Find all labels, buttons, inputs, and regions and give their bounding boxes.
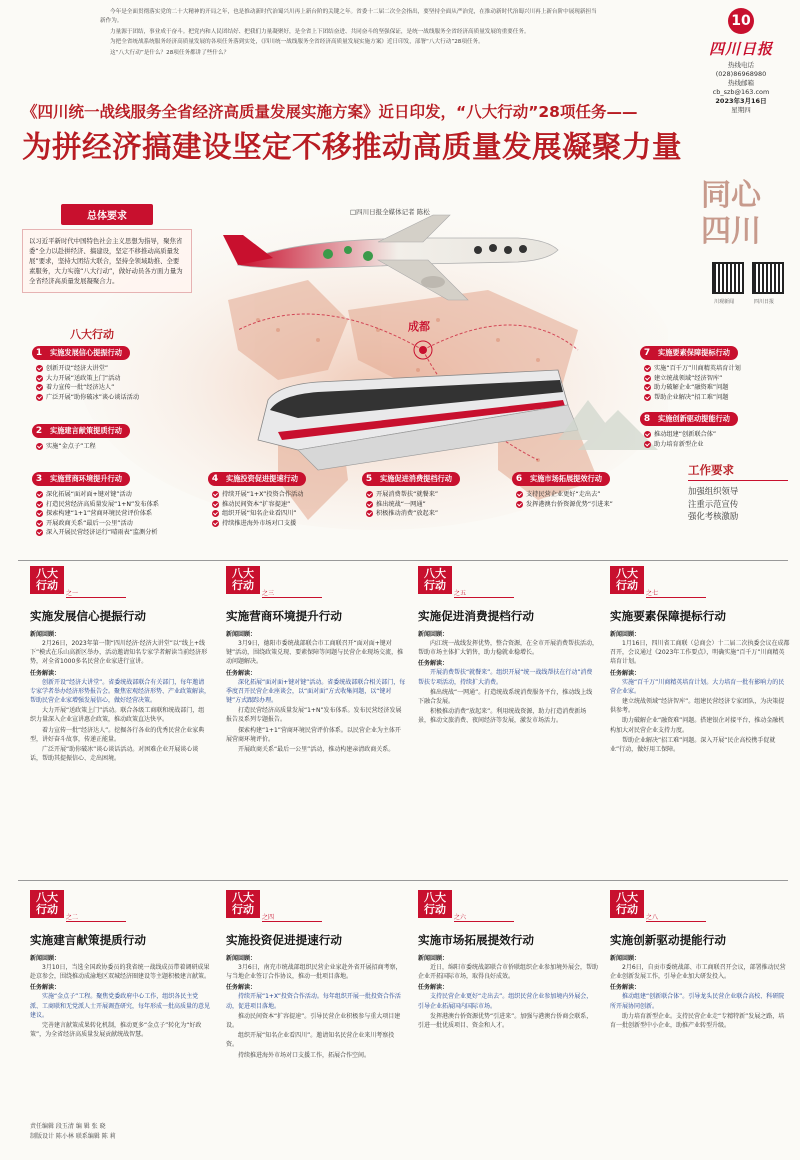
check-icon [36, 443, 43, 450]
action-item: 实施“金点子”工程 [36, 442, 202, 452]
article-order: 之八 [646, 912, 706, 922]
action-item: 持续推进海外市场对口支援 [212, 519, 378, 529]
action-number: 3 [32, 472, 46, 486]
news-review-label: 新闻回顾： [226, 955, 257, 962]
hotline-label: 热线电话 [728, 61, 754, 69]
article-stamp: 八大行动 [418, 890, 452, 918]
check-icon [644, 384, 651, 391]
check-icon [36, 529, 43, 536]
article-paragraph: 完善建言献策成果转化机制，推动更多“金点子”转化为“好政策”，为全省经济高质量发展贡献统战智慧。 [30, 1022, 202, 1039]
check-icon [644, 365, 651, 372]
editor-credits [30, 1122, 116, 1142]
article-paragraph: 助力破解企业“融资难”问题。搭建银企对接平台，推动金融机构加大对民营企业支持力度。 [610, 717, 785, 734]
article [30, 890, 210, 1040]
article-stamp: 八大行动 [226, 890, 260, 918]
action-item: 开展消费帮扶“就餐来” [366, 490, 512, 500]
news-review-label: 新闻回顾： [418, 631, 449, 638]
news-review-label: 新闻回顾： [610, 631, 641, 638]
check-icon [36, 365, 43, 372]
article-title: 实施市场拓展提效行动 [418, 933, 534, 947]
article-paragraph: 发挥港澳台侨资源优势“引进来”。加强与港澳台侨商会联系，引进一批优质项目、资金和人才。 [418, 1012, 593, 1030]
action-item: 助力破解企业“融资难”问题 [644, 383, 790, 393]
task-reading-label: 任务解读： [610, 984, 641, 992]
article-order: 之五 [454, 588, 514, 598]
article-paragraph: 推动组建“创新联合体”。引导龙头民营企业联合高校、科研院所开展协同创新。 [610, 993, 785, 1010]
check-icon [36, 384, 43, 391]
article-paragraph: 3月9日，德阳市委统战部联合市工商联召开“面对面+键对键”活动，围绕政策兑现、要素保障等问题与民营企业现场交流，推动问题解决。 [226, 640, 404, 666]
action-name: 实施建言献策提质行动 [40, 424, 130, 438]
email-address[interactable]: cb_szb@163.com [712, 88, 770, 96]
action-name: 实施发展信心提振行动 [40, 346, 130, 360]
action-item: 推出统战“一网通” [366, 500, 512, 510]
article-paragraph: 大力开展“送政策上门”活动。联合各级工商联和统战部门，组织力量深入企业宣讲惠企政策，推动政策直达快享。 [30, 707, 205, 724]
article-title: 实施促进消费提档行动 [418, 609, 534, 623]
article-paragraph: 打造民营经济高质量发展“1+N”发布体系。发布民营经济发展报告及系列专题报告。 [226, 707, 402, 724]
check-icon [212, 491, 219, 498]
article-stamp: 八大行动 [418, 566, 452, 594]
action-item: 大力开展“送政策上门”活动 [36, 374, 202, 384]
action-item: 积极推动消费“放起来” [366, 509, 512, 519]
check-icon [36, 491, 43, 498]
task-reading-label: 任务解读： [30, 669, 61, 677]
intro-paragraph: 力量源于团结，事业成于奋斗。把党内和人民团结好、把我们力量凝聚好，是全省上下团结奋进、共同奋斗的坚强保证，是统一战线服务全省经济高质量发展的重要任务。 [110, 28, 530, 35]
article [226, 890, 406, 1061]
action-item: 助力培育新型企业 [644, 440, 790, 450]
article-paragraph: 实施“金点子”工程。聚焦党委政府中心工作，组织各民主党派、工商联和无党派人士开展调查研究，每年形成一批高质量的意见建议。 [30, 993, 211, 1019]
article-paragraph: 近日，绵阳市委统战部联合市侨联组织企业参加境外展会，帮助企业开拓国际市场，取得良好成效。 [418, 964, 599, 981]
action-item: 深化拓展“面对面+键对键”活动 [36, 490, 202, 500]
action-number: 8 [640, 412, 654, 426]
action-item: 创新开设“经济大讲堂” [36, 364, 202, 374]
check-icon [212, 510, 219, 517]
action-item: 探索构建“1+1”营商环境民营评价体系 [36, 509, 202, 519]
intro-paragraph: 为把全省统战系统服务经济高质量发展的各项任务落到实处，《四川统一战线服务全省经济高质量发展实施方案》近日印发，部署“八大行动”28项任务。 [110, 39, 484, 46]
article-paragraph: 持续推进海外市场对口支援工作，拓展合作空间。 [238, 1051, 371, 1059]
article-title: 实施发展信心提振行动 [30, 609, 146, 623]
article-title: 实施建言献策提质行动 [30, 933, 146, 947]
article-paragraph: 1月16日，四川省工商联（总商会）十二届二次执委会议在成都召开，会议通过《2023年工作要点》，明确实施“百千万”川商精英培育计划。 [610, 640, 790, 666]
article [30, 566, 210, 764]
article-paragraph: 2月26日，2023年第一期“四川经济·经济大讲堂”以“线上+线下”模式在乐山高新区举办，活动邀请知名专家学者解读当前经济形势，对全省1000多名民营企业家进行宣讲。 [30, 640, 208, 666]
hotline-number: (028)86968980 [715, 70, 767, 78]
section-divider [18, 560, 788, 561]
square-icon: □ [350, 208, 357, 216]
action-item: 发挥港澳台侨资源优势“引进来” [516, 500, 672, 510]
article-paragraph: 开展消费帮扶“就餐来”。组织开展“统一战线帮扶在行动”消费帮扶专项活动，持续扩大消费。 [418, 669, 593, 686]
article-stamp: 八大行动 [610, 566, 644, 594]
column-title-line: 四川 [701, 214, 761, 249]
article-paragraph: 3月6日，南充市统战部组织民营企业家赴外省开展招商考察，与当地企业签订合作协议，推动一批项目落地。 [226, 964, 402, 981]
action-number: 4 [208, 472, 222, 486]
work-requirement-item: 注重示范宣传 [688, 498, 739, 509]
overall-requirements-text: 以习近平新时代中国特色社会主义思想为指导，聚焦省委“全力以赴拼经济、搞建设，坚定不移推动高质量发展”要求，坚持大团结大联合，坚持全领域助推、全要素服务，大力实施“八大行动”，做好动员各方面力量为全省经济高质量发展凝聚合力。 [22, 229, 192, 293]
action-card [640, 346, 790, 402]
article-order: 之一 [66, 588, 126, 598]
action-card [512, 472, 672, 509]
action-card [208, 472, 378, 528]
check-icon [36, 394, 43, 401]
article-title: 实施投资促进提速行动 [226, 933, 342, 947]
overall-requirements-heading: 总体要求 [61, 204, 153, 225]
action-card [362, 472, 512, 519]
article-paragraph: 推动民间资本“扩容提速”。引导民营企业积极参与重大项目建设。 [226, 1012, 401, 1030]
action-item: 深入开展民营经济运行“晴雨表”监测分析 [36, 528, 202, 538]
article-title: 实施营商环境提升行动 [226, 609, 342, 623]
check-icon [212, 520, 219, 527]
article [610, 566, 790, 755]
article-paragraph: 持续开展“1+X”投资合作活动。每年组织开展一批投资合作活动，促进项目落地。 [226, 993, 401, 1010]
article [418, 566, 598, 727]
article-paragraph: 组织开展“知名企业看四川”。邀请知名民营企业来川考察投资。 [226, 1032, 395, 1049]
overall-requirements [22, 204, 192, 293]
action-card [32, 346, 202, 402]
check-icon [36, 520, 43, 527]
task-reading-label: 任务解读： [226, 669, 257, 677]
article-paragraph: 探索构建“1+1”营商环境民营评价体系。以民营企业为主体开展营商环境评价。 [226, 726, 401, 743]
page-subtitle: 《四川统一战线服务全省经济高质量发展实施方案》近日印发，“八大行动”28项任务—— [22, 103, 638, 121]
check-icon [644, 375, 651, 382]
news-review-label: 新闻回顾： [418, 955, 449, 962]
action-item: 广泛开展“助你破冰”谈心谈话活动 [36, 393, 202, 403]
article [610, 890, 790, 1031]
editor-credit-line: 责任编辑 段玉清 编 辑 张 晓 [30, 1123, 106, 1130]
check-icon [212, 501, 219, 508]
article-title: 实施创新驱动提能行动 [610, 933, 726, 947]
action-item: 帮助企业解决“招工难”问题 [644, 393, 790, 403]
eight-actions-label: 八大行动 [70, 328, 114, 341]
work-requirement-item: 强化考核激励 [688, 511, 739, 521]
article-paragraph: 实施“百千万”川商精英培育计划。大力培育一批有影响力的民营企业家。 [610, 678, 785, 695]
article-paragraph: 3月10日，当选全国政协委员的我省统一战线成员带着调研成果赴京参会，围绕推动成渝地区双城经济圈建设等主题积极建言献策。 [30, 964, 211, 981]
check-icon [366, 501, 373, 508]
action-item: 打造民营经济高质量发展“1+N”发布体系 [36, 500, 202, 510]
issue-weekday: 星期四 [731, 106, 751, 114]
action-item: 开展政商关系“最后一公里”活动 [36, 519, 202, 529]
chengdu-label: 成都 [408, 320, 430, 333]
article-paragraph: 2月6日，自贡市委统战部、市工商联召开会议，部署推动民营企业创新发展工作，引导企业加大研发投入。 [610, 964, 786, 981]
article-paragraph: 深化拓展“面对面+键对键”活动。省委统战部联合相关部门，每季度召开民营企业座谈会，以“面对面”方式收集问题，以“键对键”方式跟踪办理。 [226, 678, 406, 705]
article-paragraph: 内江统一战线发挥优势，整合资源，在全市开展消费帮扶活动，帮助市场主体扩大销售，助力稳就业稳增长。 [418, 640, 599, 657]
news-review-label: 新闻回顾： [30, 631, 61, 638]
article-order: 之六 [454, 912, 514, 922]
article-stamp: 八大行动 [30, 890, 64, 918]
action-name: 实施创新驱动提能行动 [648, 412, 738, 426]
article-paragraph: 开展政商关系“最后一公里”活动，推动构建亲清政商关系。 [238, 746, 395, 754]
email-label: 热线邮箱 [728, 79, 754, 87]
check-icon [36, 510, 43, 517]
article-stamp: 八大行动 [610, 890, 644, 918]
action-number: 6 [512, 472, 526, 486]
article-paragraph: 广泛开展“助你破冰”谈心谈话活动。对困难企业开展谈心谈话，帮助其提振信心、走出困境。 [30, 746, 199, 763]
column-title-line: 同心 [701, 178, 761, 213]
check-icon [36, 375, 43, 382]
intro-paragraphs [100, 8, 600, 59]
qr-code[interactable] [712, 262, 744, 294]
news-review-label: 新闻回顾： [226, 631, 257, 638]
task-reading-label: 任务解读： [418, 984, 449, 992]
section-divider [18, 880, 788, 881]
work-requirement-item: 加强组织领导 [688, 486, 739, 496]
task-reading-label: 任务解读： [30, 984, 61, 992]
check-icon [366, 510, 373, 517]
article [418, 890, 598, 1031]
action-item: 推动民间资本“扩容提速” [212, 500, 378, 510]
intro-paragraph: 今年是全面贯彻落实党的二十大精神的开局之年，也是推动新时代治蜀兴川再上新台阶的关键之年。省委十二届二次全会指出，要坚持全面从严治党，在推动新时代治蜀兴川再上新台阶中展现新担当新作为。 [100, 9, 597, 25]
check-icon [516, 501, 523, 508]
article [226, 566, 406, 755]
article-paragraph: 推出统战“一网通”。打造统战系统消费服务平台，推动线上线下融合发展。 [418, 688, 593, 706]
article-order: 之二 [66, 912, 126, 922]
action-name: 实施促进消费提档行动 [370, 472, 460, 486]
action-number: 7 [640, 346, 654, 360]
check-icon [36, 501, 43, 508]
reporter-credit-text: 四川日报全媒体记者 陈松 [356, 208, 430, 216]
task-reading-label: 任务解读： [610, 669, 641, 677]
article-paragraph: 积极推动消费“放起来”。利用统战资源，助力打造消费新场景，推动文旅消费、夜间经济等发展，激发市场活力。 [418, 708, 587, 725]
qr-code[interactable] [752, 262, 784, 294]
intro-paragraph: 这“八大行动”是什么？28项任务都讲了些什么？ [110, 49, 230, 56]
action-card [32, 424, 202, 452]
article-title: 实施要素保障提标行动 [610, 609, 726, 623]
article-stamp: 八大行动 [30, 566, 64, 594]
check-icon [516, 491, 523, 498]
action-name: 实施投资促进提速行动 [216, 472, 306, 486]
action-item: 推动组建“创新联合体” [644, 430, 790, 440]
work-requirements [688, 462, 788, 523]
masthead [686, 8, 796, 115]
article-paragraph: 帮助企业解决“招工难”问题。深入开展“民企高校携手促就业”行动，做好用工保障。 [610, 736, 776, 754]
article-stamp: 八大行动 [226, 566, 260, 594]
article-order: 之七 [646, 588, 706, 598]
news-review-label: 新闻回顾： [30, 955, 61, 962]
action-card [32, 472, 202, 538]
page-title: 为拼经济搞建设坚定不移推动高质量发展凝聚力量 [22, 130, 683, 164]
newspaper-logo: 四川日报 [708, 40, 773, 58]
action-number: 1 [32, 346, 46, 360]
check-icon [644, 431, 651, 438]
article-paragraph: 支持民营企业更好“走出去”。组织民营企业参加境内外展会，引导企业拓展国内国际市场。 [418, 993, 593, 1010]
news-review-label: 新闻回顾： [610, 955, 641, 962]
task-reading-label: 任务解读： [418, 660, 449, 668]
reporter-credit [350, 207, 430, 216]
action-card [640, 412, 790, 449]
article-paragraph: 建立统战领域“经济智库”。组建民营经济专家团队，为决策提供参考。 [610, 698, 785, 715]
article-paragraph: 助力培育新型企业。支持民营企业走“专精特新”发展之路，培育一批创新型中小企业，助推产业转型升级。 [610, 1012, 785, 1030]
article-paragraph: 创新开设“经济大讲堂”。省委统战部联合有关部门，每年邀请专家学者举办经济形势报告会。聚焦宏观经济形势、产业政策解读，帮助民营企业家增强发展信心，做好经营决策。 [30, 678, 211, 705]
action-number: 2 [32, 424, 46, 438]
qr-caption: 四川日报 [754, 299, 775, 305]
qr-caption: 川观新闻 [714, 299, 735, 305]
editor-credit-line: 制版设计 陈小林 联系编辑 陈 莉 [30, 1133, 116, 1140]
action-item: 着力宣传一批“经济达人” [36, 383, 202, 393]
check-icon [644, 441, 651, 448]
article-paragraph: 着力宣传一批“经济达人”。挖掘各行各业的优秀民营企业家典型，讲好奋斗故事，传递正能量。 [30, 726, 205, 743]
action-item: 建立统战领域“经济智库” [644, 374, 790, 384]
article-order: 之四 [262, 912, 322, 922]
work-requirements-heading: 工作要求 [688, 462, 788, 481]
action-number: 5 [362, 472, 376, 486]
article-order: 之三 [262, 588, 322, 598]
issue-date: 2023年3月16日 [715, 97, 767, 105]
action-item: 组织开展“知名企业看四川” [212, 509, 378, 519]
column-title [686, 178, 776, 250]
action-item: 支持民营企业更好“走出去” [516, 490, 672, 500]
check-icon [366, 491, 373, 498]
action-name: 实施营商环境提升行动 [40, 472, 130, 486]
check-icon [644, 394, 651, 401]
action-name: 实施要素保障提标行动 [648, 346, 738, 360]
action-item: 持续开展“1+X”投资合作活动 [212, 490, 378, 500]
page-number: 10 [728, 8, 754, 34]
action-item: 实施“百千万”川商精英培育计划 [644, 364, 790, 374]
task-reading-label: 任务解读： [226, 984, 257, 992]
action-name: 实施市场拓展提效行动 [520, 472, 610, 486]
